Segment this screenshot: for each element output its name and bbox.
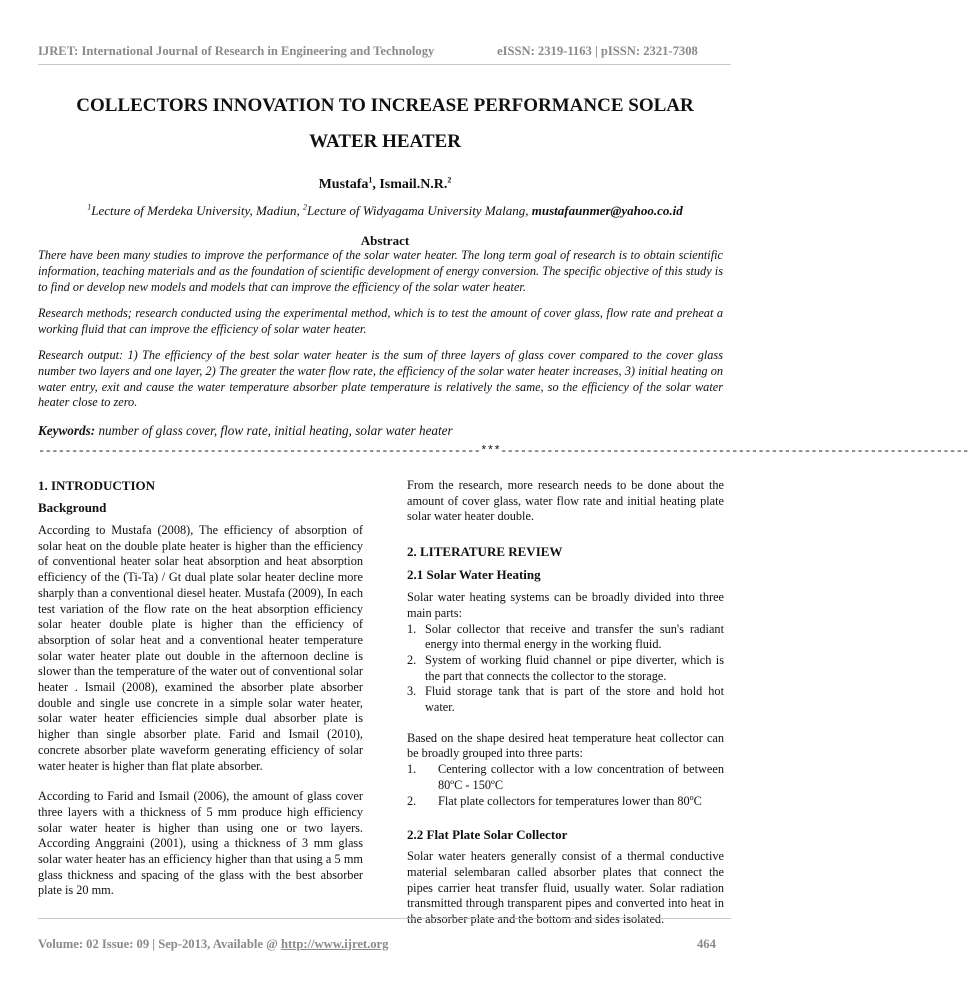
abstract-heading: Abstract	[360, 233, 410, 248]
paper-title-line1: COLLECTORS INNOVATION TO INCREASE PERFORMANCE SOLAR	[76, 95, 694, 116]
list-text: System of working fluid channel or pipe diverter, which is the part that connects the collector to the storage.	[425, 652, 724, 683]
paper-title-line2: WATER HEATER	[309, 131, 461, 152]
right-column	[407, 478, 724, 928]
author-separator: ,	[372, 177, 380, 192]
list-item	[407, 622, 724, 653]
authors	[40, 177, 730, 193]
list-number: 1.	[407, 762, 417, 777]
intro-paragraph-3: From the research, more research needs to be done about the amount of cover glass, water flow rate and initial heating plate solar water heater double.	[407, 478, 724, 524]
collector-types-list	[407, 762, 724, 809]
subsection-background-heading: Background	[38, 500, 107, 515]
journal-header: IJRET: International Journal of Research in Engineering and Technology	[38, 44, 435, 58]
list-text	[438, 794, 702, 810]
list-number: 3.	[407, 684, 417, 699]
footer-volume	[38, 937, 388, 952]
author-2-sup: 2	[447, 175, 452, 185]
header-rule	[38, 64, 731, 65]
degree-sup: o	[689, 792, 694, 802]
flat-plate-paragraph: Solar water heaters generally consist of a thermal conductive material selembaran called absorber plates that connect the pipes carrier heat transfer fluid, usually water. Solar radiation transmitted through transparent pipes and converted into heat in the absorber plate and the bottom and sides isolated.	[407, 849, 724, 927]
list-item	[407, 653, 724, 684]
author-1: Mustafa	[318, 177, 369, 192]
affil-1-sup: 1	[87, 202, 92, 212]
journal-link[interactable]: http://www.ijret.org	[280, 937, 389, 951]
list-text-unit: C	[693, 793, 702, 808]
left-column	[38, 478, 363, 899]
list-text: Solar collector that receive and transfer the sun's radiant energy into thermal energy in the working fluid.	[425, 621, 724, 652]
section-separator: -------------------------------------------------------------------***-----------------------------------------------------------------------	[38, 444, 969, 458]
list-text: Centering collector with a low concentration of between 80ºC - 150ºC	[438, 762, 724, 792]
keywords-label: Keywords:	[38, 423, 96, 438]
solar-heating-paragraph: Solar water heating systems can be broadly divided into three main parts:	[407, 590, 724, 620]
subsection-solar-water-heating-heading: 2.1 Solar Water Heating	[407, 567, 541, 583]
section-introduction-heading: 1. INTRODUCTION	[38, 478, 156, 493]
keywords	[38, 423, 723, 439]
issn-header: eISSN: 2319-1163 | pISSN: 2321-7308	[497, 44, 698, 58]
solar-heating-parts-list	[407, 622, 724, 716]
keywords-text: number of glass cover, flow rate, initial heating, solar water heater	[95, 423, 453, 438]
subsection-flat-plate-heading: 2.2 Flat Plate Solar Collector	[407, 827, 568, 843]
author-2: Ismail.N.R.	[379, 177, 448, 192]
list-number: 1.	[407, 621, 417, 636]
collector-shape-paragraph: Based on the shape desired heat temperature heat collector can be broadly grouped into three parts:	[407, 730, 724, 761]
list-item	[407, 762, 724, 793]
list-number: 2.	[407, 652, 417, 667]
footer-rule	[38, 918, 731, 919]
author-1-sup: 1	[368, 175, 373, 185]
list-text-main: Flat plate collectors for temperatures lower than 80	[438, 793, 690, 808]
abstract-paragraph-1: There have been many studies to improve the performance of the solar water heater. The long term goal of research is to obtain scientific information, teaching materials and as the foundation of scientific development of energy conversion. The specific objective of this study is to find or develop new models and models that can improve the efficiency of the solar water heater.	[38, 248, 723, 294]
author-email: mustafaunmer@yahoo.co.id	[531, 203, 683, 218]
intro-paragraph-1: According to Mustafa (2008), The efficiency of absorption of solar heat on the double plate heater is higher than the efficiency of conventional heater solar heat absorption and heat absorption efficiency of the (Ti-Ta) / Gt dual plate solar heater decline more sharply than a conventional diesel heater. Mustafa (2009), In each test variation of the flow rate on the heat absorption efficiency solar heater double plate is higher than the efficiency of absorption of solar heat and a conventional heater temperature solar water heater plate out double in the afternoon decline is slower than the temperature of the water out of conventional solar heater . Ismail (2008), examined the absorber plate absorber double and single use concrete in a simple solar water heater, solar water heater efficiencies simple dual absorber plate is higher than single absorber plate. Farid and Ismail (2010), concrete absorber plate waveform generating efficiency of solar water heater is higher than flat plate absorber.	[38, 523, 363, 773]
abstract-paragraph-3: Research output: 1) The efficiency of the best solar water heater is the sum of three layers of glass cover compared to the cover glass number two layers and one layer, 2) The greater the water flow rate, the efficiency of the solar water heater increases, 3) initial heating on water entry, exit and cause the water temperature absorber plate temperature is relatively the same, so the efficiency of the solar water heater close to zero.	[38, 348, 723, 410]
list-number: 2.	[407, 793, 417, 808]
footer-volume-text: Volume: 02 Issue: 09 | Sep-2013, Available @	[38, 937, 281, 951]
list-item	[407, 794, 724, 810]
page-number: 464	[697, 937, 716, 951]
abstract-paragraph-2: Research methods; research conducted using the experimental method, which is to test the amount of cover glass, flow rate and preheat a working fluid that can improve the efficiency of solar water heater.	[38, 306, 723, 336]
intro-paragraph-2: According to Farid and Ismail (2006), the amount of glass cover three layers with a thickness of 5 mm produce high efficiency solar water heater is higher than using one or two layers. According Anggraini (2001), using a thickness of 3 mm glass solar water heater has an efficiency higher than that using a 5 mm glass thickness and spacing of the glass with the best absorber plate is 20 mm.	[38, 789, 363, 898]
affil-2-sup: 2	[302, 202, 307, 212]
list-text: Fluid storage tank that is part of the store and hold hot water.	[425, 684, 724, 715]
section-literature-review-heading: 2. LITERATURE REVIEW	[407, 544, 563, 560]
affiliations	[40, 203, 730, 219]
affil-2: Lecture of Widyagama University Malang,	[306, 203, 532, 218]
affil-1: Lecture of Merdeka University, Madiun,	[91, 203, 303, 218]
list-item	[407, 684, 724, 715]
